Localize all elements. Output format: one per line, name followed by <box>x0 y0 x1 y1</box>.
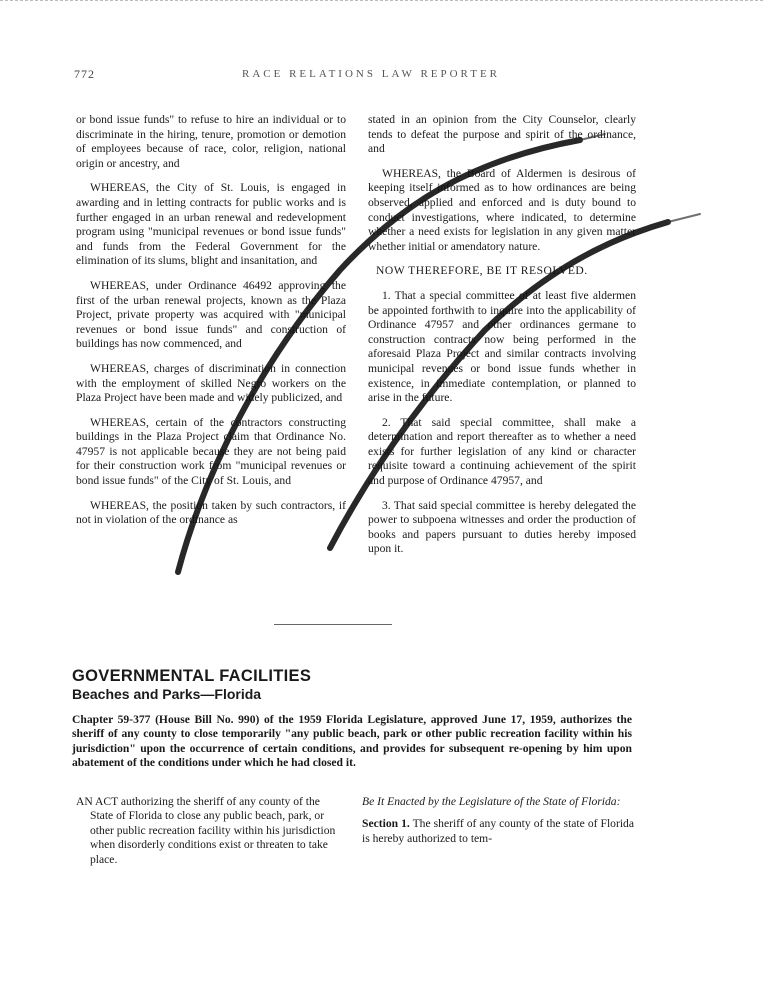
resolution-1: 1. That a special committee of at least five aldermen be appointed forthwith to inquire into the applicability of Ordinance 47957 and other ordinances germane to construction contracts now being performed in the aforesaid Plaza Project and similar contracts involving municipal revenues or bond issue funds whether in existence, in immediate contemplation, or planned to arise in the future. <box>368 288 636 405</box>
left-paragraph-3: WHEREAS, under Ordinance 46492 approving the first of the urban renewal projects, known as the Plaza Project, private property was acquired with "municipal revenues or bond issue funds" and construction of buildings has now commenced, and <box>76 278 346 351</box>
act-title: AN ACT authorizing the sheriff of any county of the State of Florida to close any public beach, park, or other public recreation facility within his jurisdiction when disorderly conditions exist or threaten to take place. <box>76 795 336 866</box>
now-therefore-heading: NOW THEREFORE, BE IT RESOLVED. <box>376 264 588 278</box>
left-paragraph-6: WHEREAS, the position taken by such contractors, if not in violation of the ordinance as <box>76 498 346 527</box>
left-paragraph-2: WHEREAS, the City of St. Louis, is engaged in awarding and in letting contracts for public works and is further engaged in an urban renewal and redevelopment program using "municipal revenues or bond issue funds" and funds from the Federal Government for the elimination of its slums, blight and insanitation, and <box>76 181 346 268</box>
page-number: 772 <box>74 67 95 81</box>
act-title-column <box>76 795 346 867</box>
left-paragraph-4: WHEREAS, charges of discrimination in connection with the employment of skilled Negro workers on the Plaza Project have been made and widely publicized, and <box>76 361 346 405</box>
strike-stroke-3 <box>668 214 700 222</box>
right-column <box>368 113 636 567</box>
resolution-2: 2. That said special committee, shall make a determination and report thereafter as to whether a need exists for further legislation of any kind or character requisite toward a continuing achievement of the spirit and purpose of Ordinance 47957, and <box>368 415 636 488</box>
right-paragraph-1: stated in an opinion from the City Counselor, clearly tends to defeat the purpose and spirit of the ordinance, and <box>368 113 636 156</box>
right-paragraph-2: WHEREAS, the Board of Aldermen is desirous of keeping itself informed as to how ordinances are being observed, applied and enforced and is duty bound to conduct investigations, where indicated, to determine whether a need exists for legislation in any given matter whether initial or amendatory nature. <box>368 166 636 253</box>
running-head: RACE RELATIONS LAW REPORTER <box>242 68 501 80</box>
section-subtitle: Beaches and Parks—Florida <box>72 686 262 702</box>
section-title: GOVERNMENTAL FACILITIES <box>72 667 312 685</box>
section-summary: Chapter 59-377 (House Bill No. 990) of the 1959 Florida Legislature, approved June 17, 1959, authorizes the sheriff of any county to close temporarily "any public beach, park or other public recreation facility within his jurisdiction" upon the occurrence of certain conditions, and provides for subsequent re-opening by him upon abatement of the conditions under which he had closed it. <box>72 713 632 770</box>
resolution-3: 3. That said special committee is hereby delegated the power to subpoena witnesses and order the production of books and papers pursuant to duties hereby imposed upon it. <box>368 498 636 556</box>
left-paragraph-1: or bond issue funds" to refuse to hire an individual or to discriminate in the hiring, tenure, promotion or demotion of employees because of race, color, religion, national origin or ancestry, and <box>76 113 346 170</box>
section-1-label: Section 1. <box>362 817 410 831</box>
left-paragraph-5: WHEREAS, certain of the contractors constructing buildings in the Plaza Project claim that Ordinance No. 47957 is not applicable because they are not being paid for their construction work from "municipal revenues or bond issue funds" of the City of St. Louis, and <box>76 415 346 488</box>
enactment-column <box>362 795 634 854</box>
section-1-text: The sheriff of any county of the state of Florida is hereby authorized to tem- <box>362 817 634 845</box>
top-border <box>0 0 763 1</box>
section-1-paragraph <box>362 817 634 846</box>
left-column <box>76 113 346 538</box>
section-separator <box>274 624 392 625</box>
enacting-clause: Be It Enacted by the Legislature of the State of Florida: <box>362 795 621 808</box>
